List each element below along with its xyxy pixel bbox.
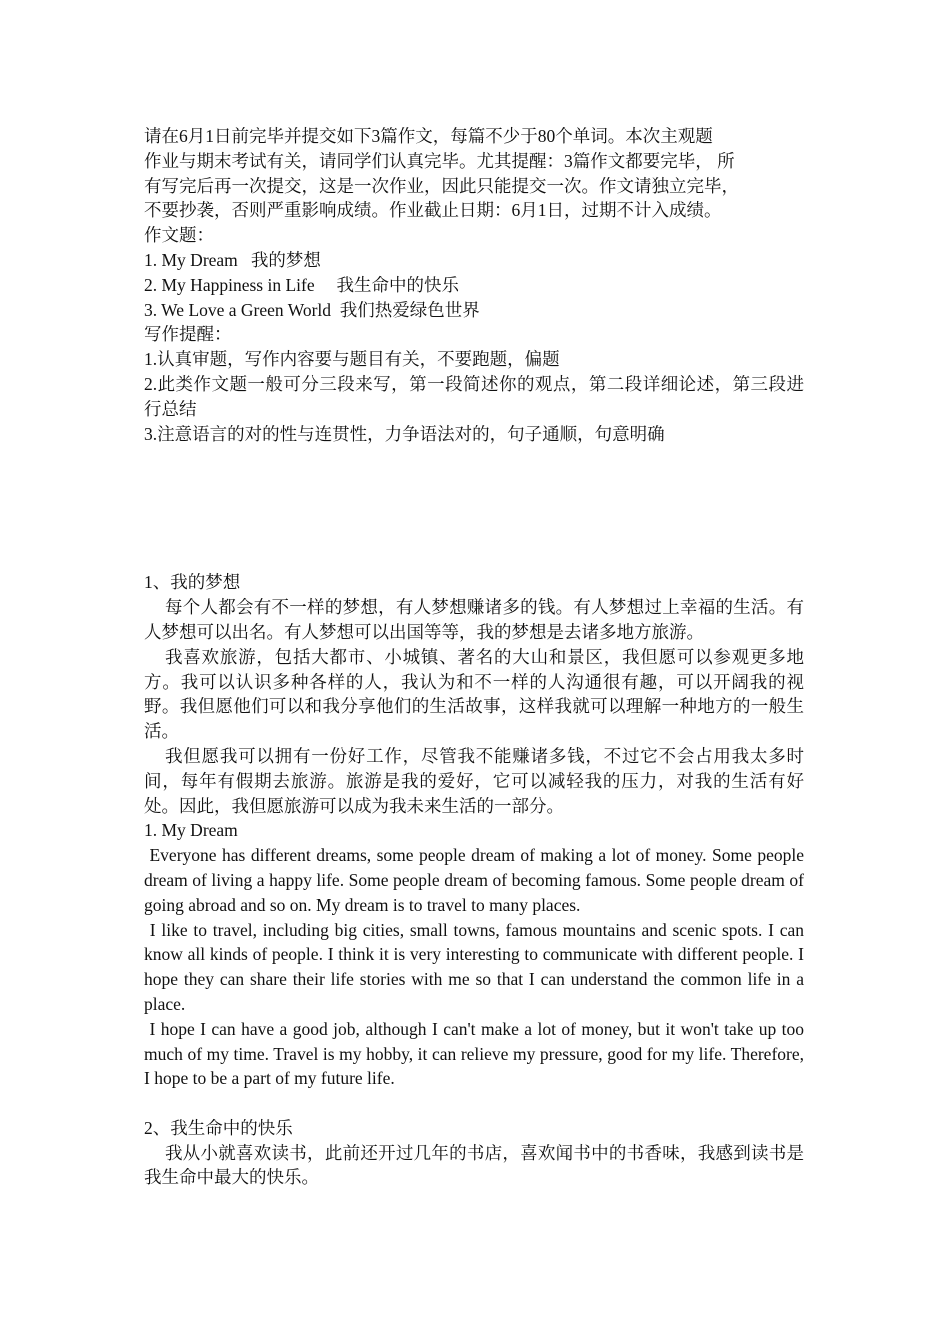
essay-1-english <box>144 818 809 1091</box>
essay-2-chinese <box>144 1116 804 1190</box>
topics-heading: 作文题： <box>144 225 214 246</box>
essay-paragraph: 我喜欢旅游，包括大都市、小城镇、著名的大山和景区，我但愿可以参观更多地方。我可以认识多种各样的人，我认为和不一样的人沟通很有趣，可以开阔我的视野。我但愿他们可以和我分享他们的生活故事，这样我就可以理解一种地方的一般生活。 <box>144 646 804 742</box>
essay-paragraph: 我但愿我可以拥有一份好工作，尽管我不能赚诸多钱，不过它不会占用我太多时间，每年有假期去旅游。旅游是我的爱好，它可以减轻我的压力，对我的生活有好处。因此，我但愿旅游可以成为我未来生活的一部分。 <box>144 745 804 816</box>
essay-title: 2、我生命中的快乐 <box>144 1117 293 1138</box>
essay-1-chinese <box>144 570 804 818</box>
essay-paragraph: I like to travel, including big cities, small towns, famous mountains and scenic spots. I can know all kinds of people. I think it is very interesting to communicate with different people. I hope they can share their life stories with me so that I can understand the common life in a place. <box>144 919 809 1014</box>
section-spacer <box>144 446 804 570</box>
tip-item: 3.注意语言的对的性与连贯性，力争语法对的，句子通顺，句意明确 <box>144 423 665 444</box>
notice-line: 作业与期末考试有关，请同学们认真完毕。尤其提醒：3篇作文都要完毕， 所 <box>144 150 735 171</box>
essay-paragraph: 每个人都会有不一样的梦想，有人梦想赚诸多的钱。有人梦想过上幸福的生活。有人梦想可以出名。有人梦想可以出国等等，我的梦想是去诸多地方旅游。 <box>144 597 804 642</box>
topic-item: 1. My Dream 我的梦想 <box>144 249 321 270</box>
topics-list <box>144 248 804 322</box>
assignment-notice <box>144 124 804 223</box>
notice-line: 有写完后再一次提交，这是一次作业，因此只能提交一次。作文请独立完毕， <box>144 175 739 196</box>
essay-title: 1、我的梦想 <box>144 572 241 593</box>
essay-paragraph: I hope I can have a good job, although I can't make a lot of money, but it won't take up too much of my time. Travel is my hobby, it can relieve my pressure, good for my life. Therefore, I hope to be a part of my future life. <box>144 1018 809 1089</box>
document-body <box>144 124 809 1190</box>
essay-title: 1. My Dream <box>144 820 238 841</box>
tip-item: 1.认真审题，写作内容要与题目有关，不要跑题，偏题 <box>144 349 560 370</box>
notice-line: 请在6月1日前完毕并提交如下3篇作文，每篇不少于80个单词。本次主观题 <box>144 126 713 146</box>
tips-heading: 写作提醒： <box>144 324 232 345</box>
section-spacer <box>144 1091 804 1116</box>
tip-item: 2.此类作文题一般可分三段来写，第一段简述你的观点，第二段详细论述，第三段进行总结 <box>144 373 804 419</box>
notice-line: 不要抄袭，否则严重影响成绩。作业截止日期：6月1日，过期不计入成绩。 <box>144 200 722 221</box>
topic-item: 2. My Happiness in Life 我生命中的快乐 <box>144 274 459 295</box>
tips-list <box>144 347 804 446</box>
essay-paragraph: Everyone has different dreams, some people dream of making a lot of money. Some people dream of living a happy life. Some people dream of becoming famous. Some people dream of going abroad and so on. My dream is to travel to many places. <box>144 845 809 915</box>
essay-paragraph: 我从小就喜欢读书，此前还开过几年的书店，喜欢闻书中的书香味，我感到读书是我生命中最大的快乐。 <box>144 1142 804 1188</box>
topic-item: 3. We Love a Green World 我们热爱绿色世界 <box>144 299 480 320</box>
